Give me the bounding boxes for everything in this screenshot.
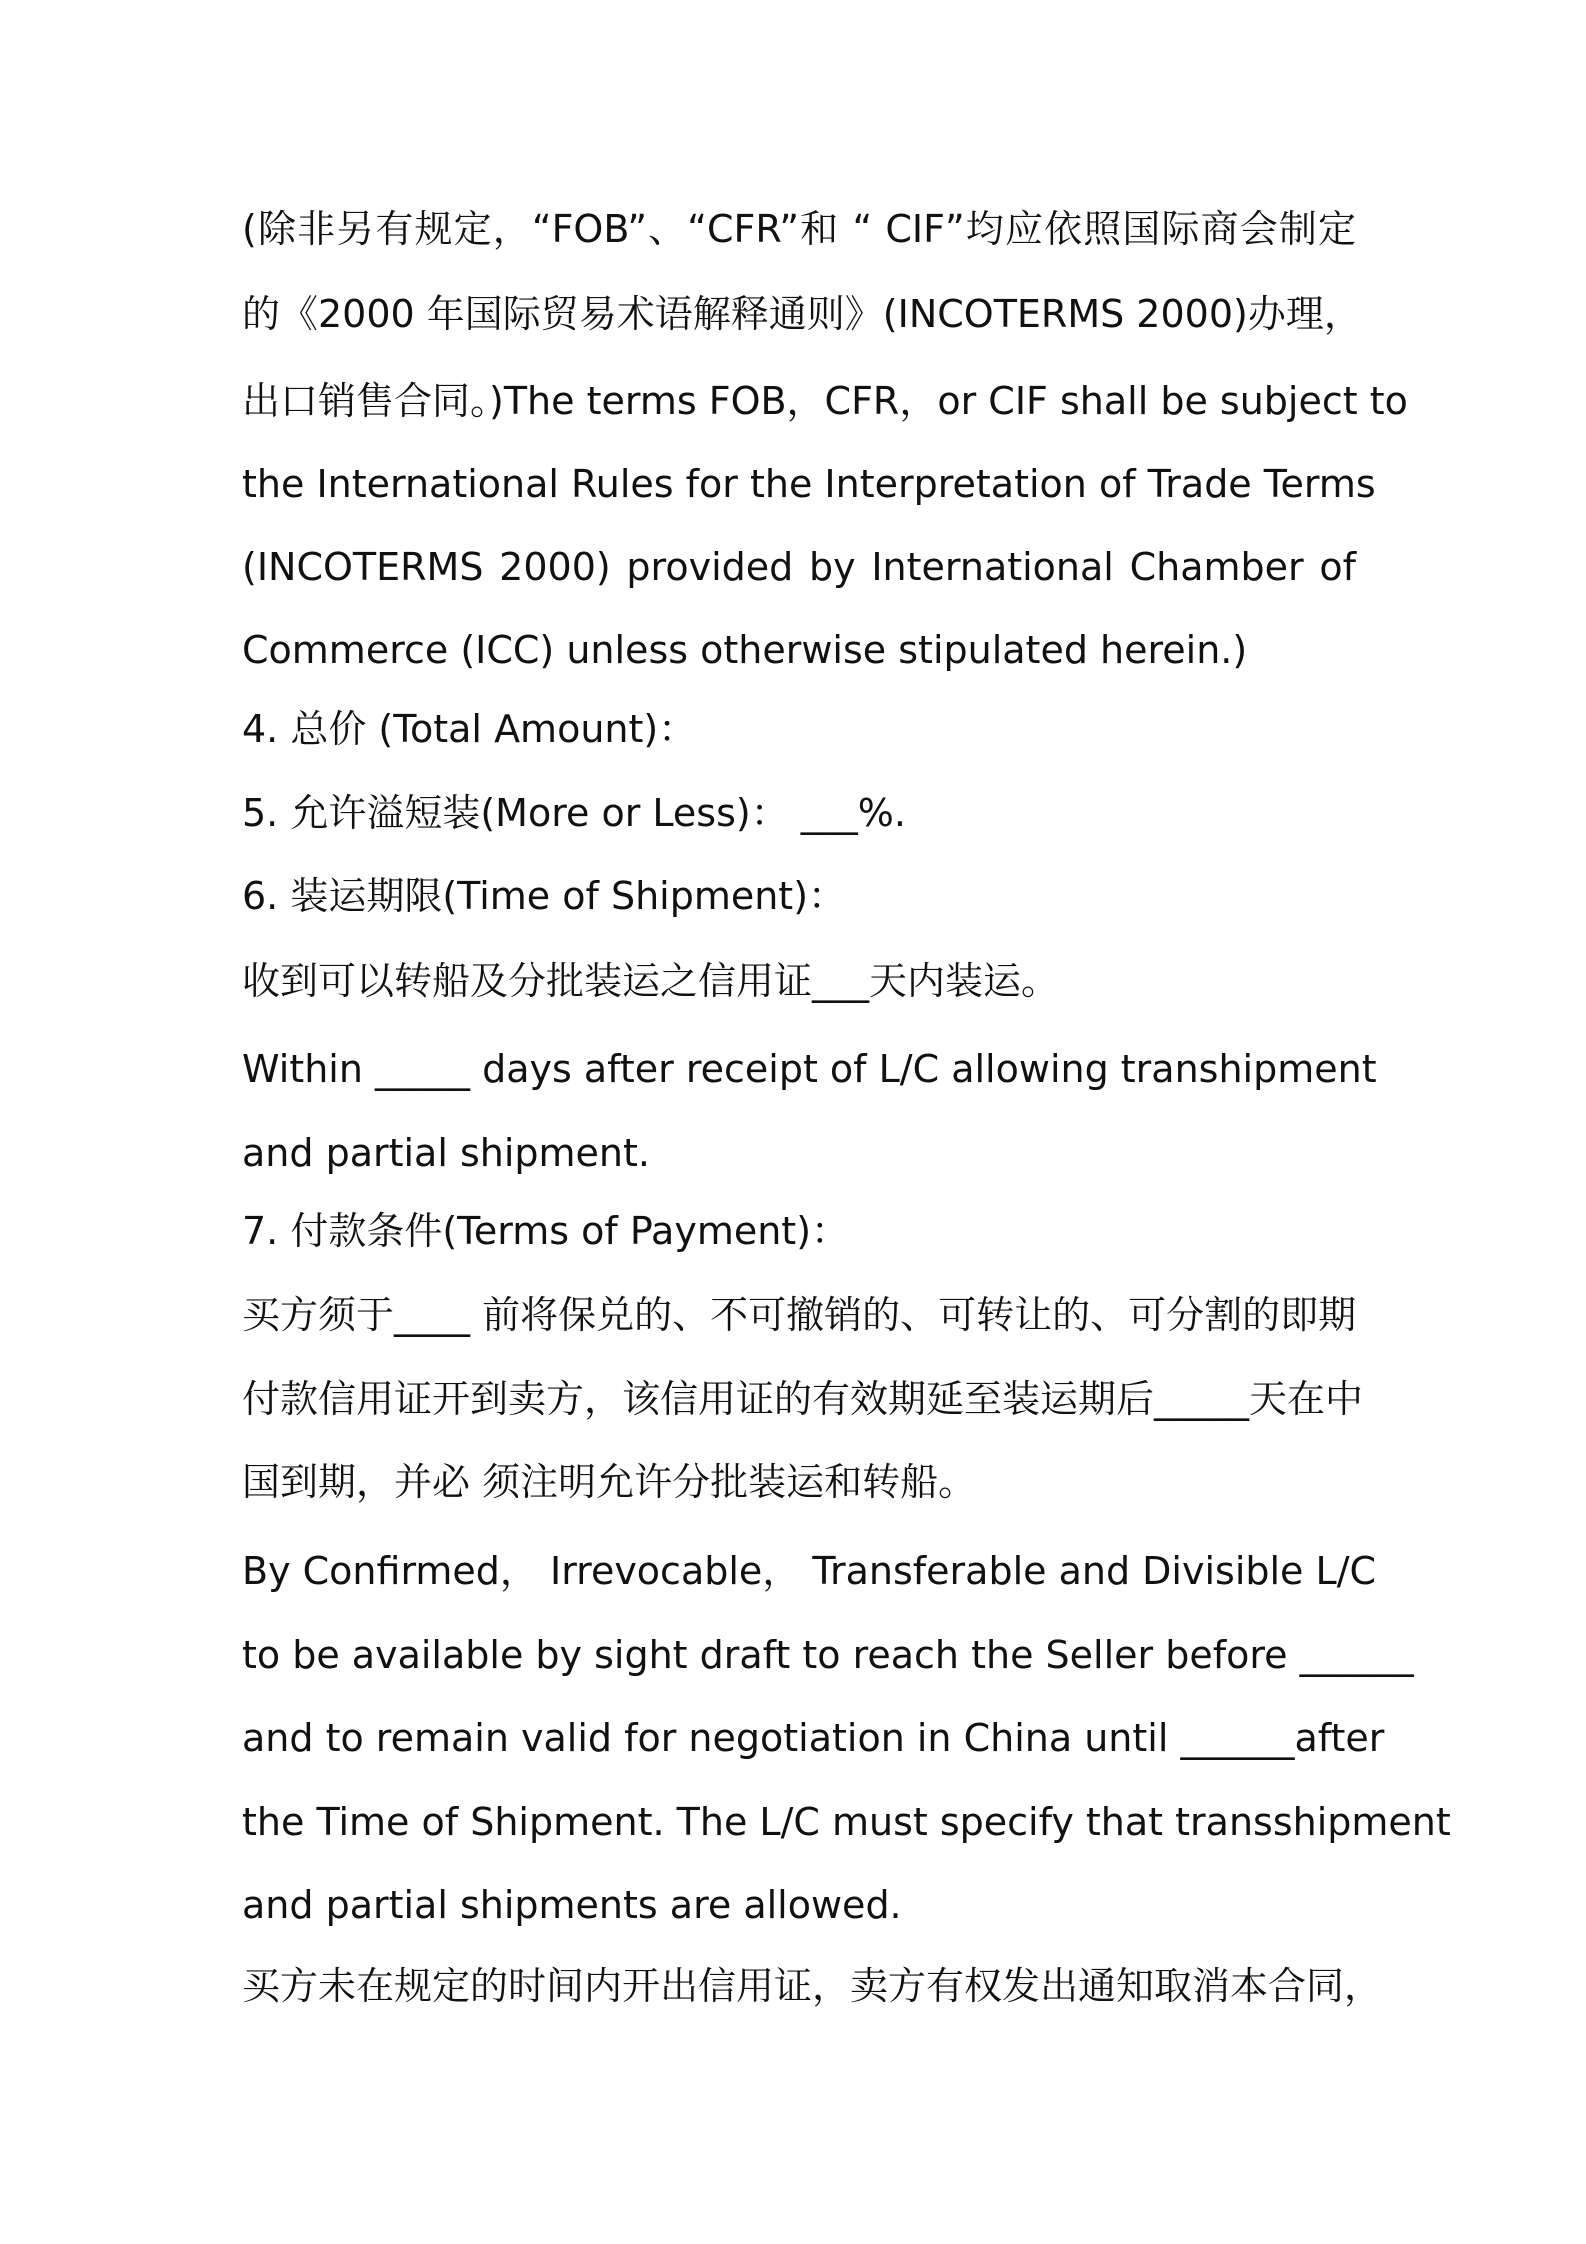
text-line-20: the Time of Shipment. The L/C must specify that transshipment xyxy=(242,1800,1451,1844)
text-line-21: and partial shipments are allowed. xyxy=(242,1883,902,1927)
text-line-12: and partial shipment. xyxy=(242,1131,650,1175)
text-line-19: and to remain valid for negotiation in China until ______after xyxy=(242,1716,1385,1760)
text-line-16: 国到期，并必 须注明允许分批装运和转船。 xyxy=(242,1460,977,1504)
text-line-14: 买方须于____ 前将保兑的、不可撤销的、可转让的、可分割的即期 xyxy=(242,1293,1357,1337)
clause-4-heading: 4. 总价 (Total Amount)： xyxy=(242,707,697,751)
text-line-3: 出口销售合同。)The terms FOB，CFR，or CIF shall be subject to xyxy=(242,379,1408,423)
text-line-15: 付款信用证开到卖方，该信用证的有效期延至装运期后_____天在中 xyxy=(242,1377,1364,1421)
clause-6-heading: 6. 装运期限(Time of Shipment)： xyxy=(242,874,847,918)
text-line-11: Within _____ days after receipt of L/C allowing transhipment xyxy=(242,1047,1377,1091)
text-line-17: By Confirmed， Irrevocable， Transferable and Divisible L/C xyxy=(242,1549,1377,1593)
text-line-2: 的《2000 年国际贸易术语解释通则》(INCOTERMS 2000)办理， xyxy=(242,292,1362,336)
text-line-18: to be available by sight draft to reach the Seller before ______ xyxy=(242,1633,1414,1677)
text-line-1: (除非另有规定，“FOB”、“CFR”和 “ CIF”均应依照国际商会制定 xyxy=(242,207,1356,251)
text-line-4: the International Rules for the Interpretation of Trade Terms xyxy=(242,462,1376,506)
text-line-22: 买方未在规定的时间内开出信用证，卖方有权发出通知取消本合同， xyxy=(242,1964,1383,2008)
clause-7-heading: 7. 付款条件(Terms of Payment)： xyxy=(242,1209,850,1253)
clause-5-heading: 5. 允许溢短装(More or Less)： ___%. xyxy=(242,791,906,835)
text-line-5: (INCOTERMS 2000) provided by International Chamber of xyxy=(242,545,1356,589)
text-line-6: Commerce (ICC) unless otherwise stipulated herein.) xyxy=(242,628,1248,672)
text-line-10: 收到可以转船及分批装运之信用证___天内装运。 xyxy=(242,959,1060,1003)
